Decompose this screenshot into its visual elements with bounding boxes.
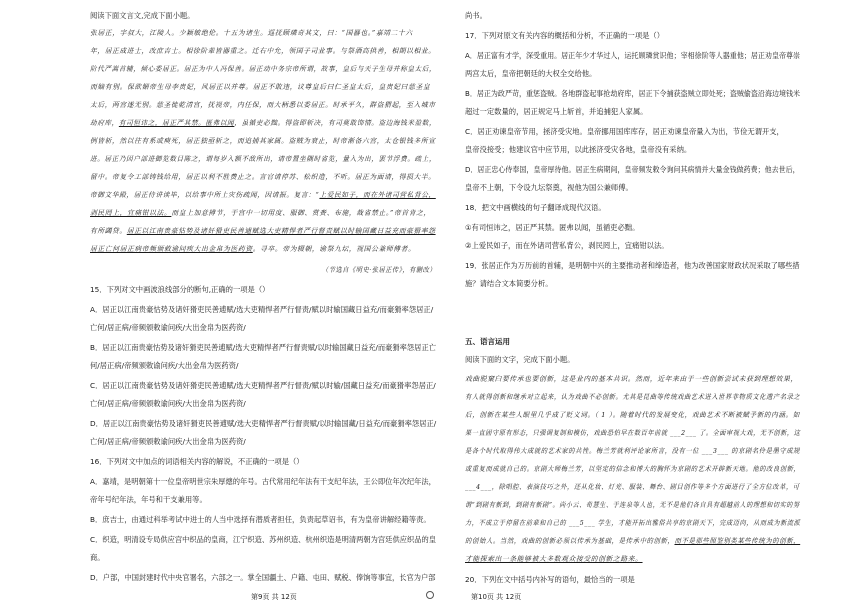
left-text-line xyxy=(90,11,194,20)
text-segment: 阶代严嵩首辅，倾心委居正。居正为中人冯保善。居正动中务宗帝所谓，故事，皇后与天子生母并称皇太后， xyxy=(90,65,437,73)
text-segment: 皇帝没接受；他建议官中应节用，以此拯济受灾各地，皇帝没有采纳。 xyxy=(465,145,692,154)
left-text-line xyxy=(90,173,436,182)
text-segment: D．户部，中国封建时代中央官署名，六部之一。掌全国疆土、户籍、屯田、赋税、俸饷等事宜，长官为户部 xyxy=(90,573,436,582)
right-text-line xyxy=(465,575,635,584)
right-text-line xyxy=(465,11,487,20)
text-segment: 两宫太后，皇帝把朝廷的大权全交给他。 xyxy=(465,69,597,78)
text-segment: 年，居正成进士，改庶吉士。相徐阶辈皆器重之。迁右中允，领国子司业事。与祭酒高拱善，相期以相业。 xyxy=(90,47,436,55)
right-text-line xyxy=(465,537,800,546)
text-segment: 19．张居正作为万历前的首辅，是明朝中兴的主要推动者和缔造者，他为改善国家财政状况采取了哪些措 xyxy=(465,261,800,270)
text-segment: 阅读下面文言文,完成下面小题。 xyxy=(90,11,195,20)
left-text-line xyxy=(90,343,436,352)
text-segment: 戏曲脱窠臼要传承也要创新，这是业内的基本共识。然而，近年来由于一些创新尝试未获到理想效果， xyxy=(465,375,798,383)
left-text-line xyxy=(90,419,436,428)
left-text-line xyxy=(90,457,304,466)
text-segment: B．居正为政严苛，重惩盗贼。各地群盗起事抢劫府库，居正下令捕获盗贼立即处死；盗贼偷盗沿海边境钱米 xyxy=(465,89,801,98)
text-segment: 五、语言运用 xyxy=(465,337,510,346)
text-segment: 留中。帝复令工部铸钱给用，居正以利不胜费止之。言官请停苏、松织造，不听。居正为面请，得损大半。 xyxy=(90,173,436,181)
left-text-line xyxy=(90,535,436,544)
text-segment: C．织造，明清设专局供应宫中织品的皇商，江宁织造、苏州织造、杭州织造是明清两朝为宫廷供应织品的皇 xyxy=(90,535,436,544)
underlined-text-segment: 有司恒讳之，居正严其禁。匿弗以闻 xyxy=(118,119,235,127)
right-text-line xyxy=(465,223,639,232)
right-text-line xyxy=(465,429,800,438)
text-segment: ___4___，除唱腔、表演技巧之外，还从化妆、灯光、服装、舞台、剧目创作等多个方面进行了全方位改革，可 xyxy=(465,483,800,491)
left-text-line xyxy=(90,305,433,314)
text-segment: 力，不成立于停留在前辈和自己的 ___5___ 学生，才能开拓出雅俗共享的京剧天下，完成迈向，从而成为新流派 xyxy=(465,519,801,527)
right-text-line xyxy=(465,51,800,60)
left-text-line xyxy=(90,495,207,504)
text-segment: 例皆斩，然以往有系或瘐死，居正独亟斩之，而追捕其家属。盗贼为衰止，时帝渐备六宫，太仓银钱多所宣 xyxy=(90,137,436,145)
text-segment: 亡何/居正病/帝频颁敕谕问疾/大出金帛为医药资/ xyxy=(90,399,246,408)
left-text-line xyxy=(90,245,415,254)
right-text-line xyxy=(465,501,800,510)
text-segment: 亡何/居正病/帝频颁敕谕问疾/大出金帛为医药资/ xyxy=(90,323,246,332)
left-text-line xyxy=(90,553,105,562)
left-text-line xyxy=(90,399,246,408)
left-text-line xyxy=(90,47,436,56)
right-text-line xyxy=(465,519,800,528)
right-text-line xyxy=(465,279,553,288)
text-segment: 的创始人。当然，戏曲的创新必须以传承为基础，是传承中的创新， xyxy=(465,537,675,545)
left-text-line xyxy=(90,437,246,446)
text-segment: 太后，两宫遂无别。慈圣徙乾清宫，抚视帝，内任保，而大柄悉以委居正。时承平久，群盗猬起，至入城市 xyxy=(90,101,436,109)
text-segment: 劫府库， xyxy=(90,119,119,127)
right-text-line xyxy=(465,145,691,154)
text-segment: 何/居正病/帝频颁敕谕问疾/大出金帛为医药资/ xyxy=(90,361,239,370)
text-segment: 帝年号纪年法，年号和干支兼用等。 xyxy=(90,495,207,504)
right-text-line xyxy=(465,337,510,346)
text-segment: 16．下列对文中加点的词语相关内容的解说，不正确的一项是（） xyxy=(90,457,304,466)
left-text-line xyxy=(90,285,269,294)
text-segment: 20．下列在文中括号内补写的语句，最恰当的一项是 xyxy=(465,575,635,584)
text-segment: 帝御文华殿，居正侍讲读毕，以给事中所上灾伤疏闻，因请振。复言：“ xyxy=(90,191,320,199)
text-segment: A．居正富有才学，深受重用。居正年少才华过人，运托顾璘赏识他；宰相徐阶等人器重他；居正劝皇帝尊崇 xyxy=(465,51,801,60)
right-text-line xyxy=(465,241,669,250)
left-text-line xyxy=(90,29,413,38)
left-text-line xyxy=(322,266,436,275)
text-segment: 17．下列对原文有关内容的概括和分析，不正确的一项是（） xyxy=(465,31,665,40)
right-text-line xyxy=(465,261,800,270)
text-segment: 施？请结合文本简要分析。 xyxy=(465,279,553,288)
text-segment: 后，创新在某些人眼里几乎成了贬义词。（ 1 ）。随着时代的发展变化，戏曲艺术不断被赋予新的内涵。如 xyxy=(465,411,800,419)
left-text-line xyxy=(90,155,436,164)
text-segment: 尚书。 xyxy=(465,11,487,20)
right-page-number: 第10页 共 12页 xyxy=(471,593,522,601)
text-segment: 有人就得创新和继承对立起来，认为戏曲不必创新。尤其是昆曲等传统戏曲艺术进入世界非物质文化遗产名录之 xyxy=(465,393,801,401)
text-segment: ①有司恒讳之，居正严其禁。匿弗以闻，虽循吏必黜。 xyxy=(465,223,640,232)
right-text-line xyxy=(465,165,800,174)
underlined-text-segment: 上爱民如子，而在外诸司营私背公， xyxy=(319,191,436,199)
text-segment: 或重复而成就自己的。京剧大师梅兰芳，以坚定的信念和博大的胸怀为京剧的艺术开辟新天地。他的改良创新， xyxy=(465,465,801,473)
text-segment: 是各个时代取得伟大成就的艺术家的共性。梅兰芳就利评论家所言，没有一位 ___3___ 的京剧名伶是墨守成规 xyxy=(465,447,801,455)
text-segment: D．居正忠心侍奉国，皇帝厚待他。居正生病期间，皇帝频发敕令询问其病情并大量金钱做药费；他去世后， xyxy=(465,165,800,174)
text-segment: 超过一定数量的，居正规定马上斩首，并追捕犯人家属。 xyxy=(465,107,648,116)
left-text-line xyxy=(90,65,436,74)
right-text-line xyxy=(465,393,800,402)
left-text-line xyxy=(90,227,436,236)
text-segment: 张居正，字叔大，江陵人。少颖敏绝伦。十五为诸生。巡抚顾璘奇其文，曰：“国器也。”嘉靖二十六 xyxy=(90,29,413,37)
right-text-line xyxy=(465,465,800,474)
text-segment: ②上爱民如子，而在外诸司营私背公，剥民罔上，宜痛钳以法。 xyxy=(465,241,669,250)
text-segment: 阅读下面的文字，完成下面小题。 xyxy=(465,355,575,364)
left-text-line xyxy=(90,119,436,128)
text-segment: D．居正以江南贵豪怙势及诸奸猾吏民善逋赋/选大吏精悍者严行督责赋/以时输国藏/日益充/而豪猾率怨居正/ xyxy=(90,419,437,428)
left-text-line xyxy=(90,477,436,486)
text-segment: C．居正以江南贵豪怙势及诸奸猾吏民善逋赋/选大吏精悍者严行督责/赋以时输/国藏日益充/而豪猾率怨居正/ xyxy=(90,381,436,390)
text-segment: A．嘉靖，是明朝第十一位皇帝明世宗朱厚熜的年号。古代常用纪年法有干支纪年法，王公即位年次纪年法， xyxy=(90,477,436,486)
right-text-line xyxy=(465,31,664,40)
text-segment: 商。 xyxy=(90,553,105,562)
left-text-line xyxy=(90,381,436,390)
underlined-text-segment: 而不是那些照鉴别类某些传统为的创新， xyxy=(674,537,801,545)
text-segment: 而皇上加意撙节，于宫中一切用度、服御、赏赉、布施，裁省禁止。”帝首肯之， xyxy=(171,209,431,217)
text-segment: 15．下列对文中画波浪线部分的断句,正确的一项是（） xyxy=(90,285,270,294)
underlined-text-segment: 居正亡何居正病帝频颁敕谕问疾大出金帛为医药资 xyxy=(90,245,253,253)
right-text-line xyxy=(465,89,800,98)
left-text-line xyxy=(90,101,436,110)
text-segment: 谓“到剧有新到，到剧有新剧”。尚小云、荀慧生、于连泉等人也，无不是他们各自具有超越前人的理想和切实的努 xyxy=(465,501,800,509)
right-text-line xyxy=(465,69,596,78)
right-text-line xyxy=(465,183,633,192)
binding-hole-icon xyxy=(426,591,434,599)
underlined-text-segment: 居正以江南贵豪怙势及诸奸猾吏民善逋赋选大吏精悍者严行督责赋以时输国藏日益充而豪猾率怨 xyxy=(126,227,436,235)
text-segment: 18．把文中画横线的句子翻译成现代汉语。 xyxy=(465,203,606,212)
right-text-line xyxy=(465,203,606,212)
underlined-text-segment: 才能探索出一条能够被大多数观众接受的创新之路来。 xyxy=(465,555,643,563)
text-segment: 进。居正乃因户部进御览数目陈之，谓每岁入额不敌所出，请帝置坐隅时省览，量入为出，罢节浮费。疏上， xyxy=(90,155,437,163)
text-segment: ，虽循吏必黜。得盗即斩决，有司莫敢饰情。盗边海钱米盈数， xyxy=(234,119,437,127)
left-text-line xyxy=(90,323,246,332)
left-text-line xyxy=(90,573,435,582)
right-text-line xyxy=(465,107,647,116)
right-text-line xyxy=(465,355,574,364)
text-segment: B．居正以江南贵豪怙势及诸奸猾吏民善逋赋/选大吏精悍者严行督责赋/以时输国藏日益充/而豪猾率怨居正亡 xyxy=(90,343,436,352)
text-segment: 。寻卒。帝为辍朝，谕祭九坛，视国公兼师傅者。 xyxy=(252,245,416,253)
text-segment: 果一直固守原有形态，只强调复制和模仿，戏曲恐怕早在数百年前就 ___2___ 了。全面审视大戏，无不创新，这 xyxy=(465,429,801,437)
text-segment: 有所蠲贷。 xyxy=(90,227,127,235)
text-segment: B．庶吉士，由通过科举考试中进士的人当中选择有潜质者担任，负责起草诏书，有为皇帝讲解经籍等责。 xyxy=(90,515,431,524)
right-text-line xyxy=(465,375,798,384)
text-segment: A．居正以江南贵豪怙势及诸奸猾吏民善逋赋/选大吏精悍者严行督责/赋以时输国藏日益充/而豪猾率怨居正/ xyxy=(90,305,434,314)
left-page-number: 第9页 共 12页 xyxy=(251,593,297,601)
right-text-line xyxy=(465,483,800,492)
right-text-line xyxy=(465,411,800,420)
text-segment: （节选自《明史·张居正传》，有删改） xyxy=(322,266,437,274)
underlined-text-segment: 剥民罔上，宜痛钳以法。 xyxy=(90,209,172,217)
text-segment: 亡何/居正病/帝频颁敕谕问疾/大出金帛为医药资/ xyxy=(90,437,246,446)
left-text-line xyxy=(90,83,430,92)
right-text-line xyxy=(465,447,800,456)
text-segment: 而嫡有别。保欲媚帝生母李贵妃，风居正以并尊。居正不敢违，议尊皇后曰仁圣皇太后，皇贵妃曰慈圣皇 xyxy=(90,83,431,91)
left-text-line xyxy=(90,191,436,200)
right-text-line xyxy=(465,127,784,136)
text-segment: 皇帝不上朝，下令设九坛祭奠，视他为国公兼师傅。 xyxy=(465,183,633,192)
right-text-line xyxy=(465,555,643,564)
text-segment: C．居正劝谏皇帝节用，拯济受灾地。皇帝挪用国库库存，居正劝谏皇帝量入为出，节俭无谓开支， xyxy=(465,127,784,136)
left-text-line xyxy=(90,361,238,370)
left-text-line xyxy=(90,137,436,146)
left-text-line xyxy=(90,209,431,218)
left-text-line xyxy=(90,515,431,524)
